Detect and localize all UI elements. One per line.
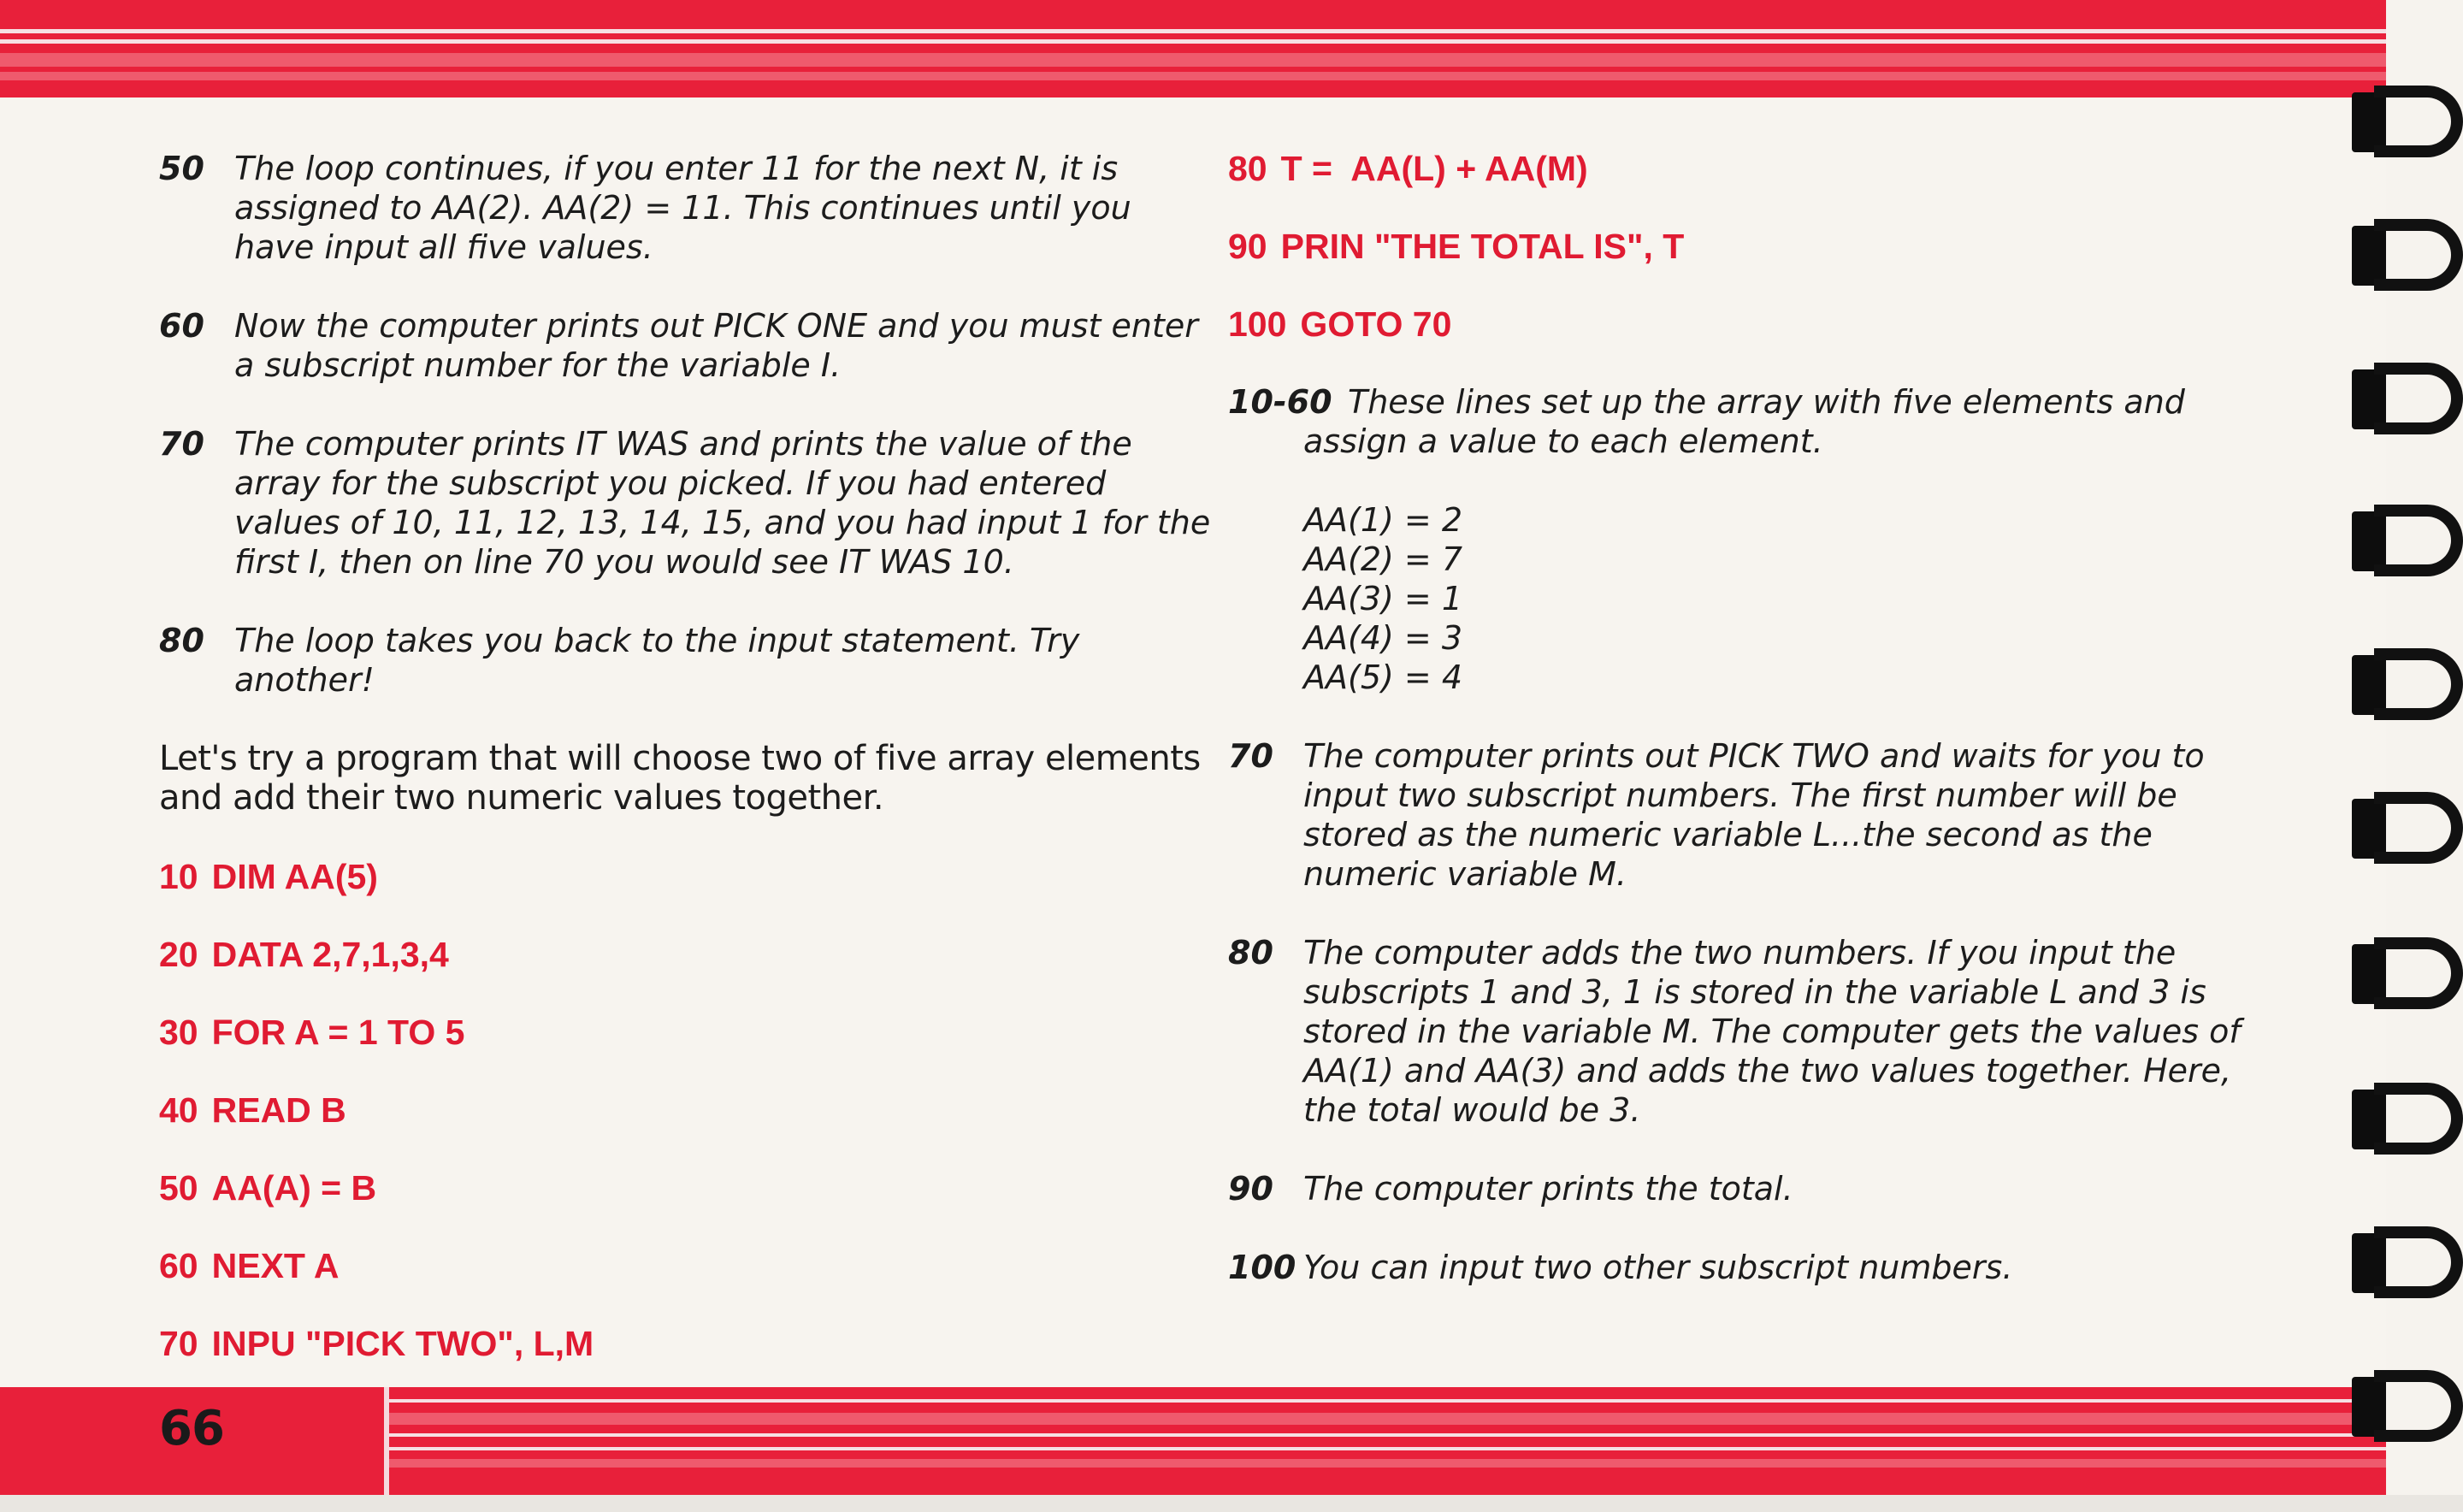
page-edge <box>0 1495 2463 1512</box>
intro-paragraph: Let's try a program that will choose two of five array elements and add their two numeric values together. <box>159 739 1201 818</box>
array-values <box>1228 500 2271 697</box>
footer-pink-stripe <box>389 1413 2386 1425</box>
explanation-text: The computer prints out PICK TWO and waits for you to input two subscript numbers. The first number will be stored as the numeric variable L...the second as the numeric variable M. <box>1303 737 2205 893</box>
code-statement: T = AA(L) + AA(M) <box>1280 149 1588 188</box>
explanation-10-60 <box>1228 382 2271 461</box>
header-band <box>0 0 2386 97</box>
footer-stripe <box>389 1399 2386 1403</box>
code-line <box>159 1168 1220 1208</box>
code-line-number: 30 <box>159 1013 198 1052</box>
explanation-70 <box>159 424 1220 582</box>
binding-ring-icon <box>2352 80 2463 162</box>
line-range: 10-60 <box>1228 383 1332 421</box>
array-value: AA(2) = 7 <box>1303 540 1462 578</box>
explanation-text: The computer prints the total. <box>1303 1170 1793 1208</box>
code-statement: DATA 2,7,1,3,4 <box>211 935 449 974</box>
binding-ring-icon <box>2352 1078 2463 1160</box>
right-column <box>1228 149 2271 1326</box>
code-line-number: 80 <box>1228 149 1267 188</box>
binding-ring-icon <box>2352 1221 2463 1303</box>
code-line-number: 100 <box>1228 304 1287 344</box>
code-statement: NEXT A <box>211 1246 340 1285</box>
header-stripe <box>0 39 2386 44</box>
footer-pink-stripe <box>389 1459 2386 1468</box>
line-number: 80 <box>159 622 204 659</box>
explanation-70 <box>1228 736 2271 894</box>
left-column <box>159 149 1220 1402</box>
code-line <box>159 1246 1220 1285</box>
footer-divider <box>384 1387 389 1495</box>
code-line <box>1228 149 2271 188</box>
code-line <box>1228 227 2271 266</box>
code-line-number: 50 <box>159 1168 198 1208</box>
line-number: 90 <box>1228 1170 1273 1208</box>
binding-ring-icon <box>2352 499 2463 582</box>
spiral-binding <box>2335 0 2463 1512</box>
code-line <box>1228 304 2271 344</box>
footer-band <box>0 1387 2386 1495</box>
code-line-number: 40 <box>159 1090 198 1130</box>
code-statement: READ B <box>211 1090 346 1130</box>
explanation-text: The loop continues, if you enter 11 for the next N, it is assigned to AA(2). AA(2) = 11. This continues until you have input all five values. <box>234 150 1131 266</box>
explanation-80 <box>159 621 1220 700</box>
code-line <box>159 1013 1220 1052</box>
code-line <box>159 1090 1220 1130</box>
footer-stripe <box>389 1433 2386 1437</box>
code-statement: INPU "PICK TWO", L,M <box>211 1324 594 1363</box>
code-line-number: 60 <box>159 1246 198 1285</box>
line-number: 100 <box>1228 1249 1296 1286</box>
array-value: AA(5) = 4 <box>1303 659 1462 696</box>
line-number: 70 <box>159 425 204 463</box>
binding-ring-icon <box>2352 357 2463 440</box>
code-statement: AA(A) = B <box>211 1168 377 1208</box>
code-line-number: 70 <box>159 1324 198 1363</box>
explanation-text: The computer prints IT WAS and prints the value of the array for the subscript you picked. If you had entered values of 10, 11, 12, 13, 14, 15, and you had input 1 for the first I, then on line 70 you would see IT WAS 10. <box>234 425 1211 581</box>
code-line <box>159 1324 1220 1363</box>
header-pink-stripe <box>0 53 2386 67</box>
code-line-number: 90 <box>1228 227 1267 266</box>
page-number: 66 <box>159 1401 224 1456</box>
line-number: 70 <box>1228 737 1273 775</box>
code-statement: FOR A = 1 TO 5 <box>211 1013 465 1052</box>
code-line <box>159 857 1220 896</box>
explanation-text: These lines set up the array with five elements and assign a value to each element. <box>1303 383 2185 460</box>
code-statement: GOTO 70 <box>1300 304 1452 344</box>
explanation-text: Now the computer prints out PICK ONE and you must enter a subscript number for the variable I. <box>234 307 1198 384</box>
footer-stripe <box>389 1447 2386 1450</box>
explanation-80 <box>1228 933 2271 1130</box>
code-statement: PRIN "THE TOTAL IS", T <box>1280 227 1685 266</box>
header-pink-stripe <box>0 72 2386 80</box>
array-value: AA(4) = 3 <box>1303 619 1462 657</box>
line-number: 80 <box>1228 934 1273 972</box>
explanation-text: The computer adds the two numbers. If you input the subscripts 1 and 3, 1 is stored in the variable L and 3 is stored in the variable M. The computer gets the values of AA(1) and AA(3) and adds the two values together. Here, the total would be 3. <box>1303 934 2241 1129</box>
header-stripe <box>0 29 2386 33</box>
line-number: 50 <box>159 150 204 187</box>
binding-ring-icon <box>2352 932 2463 1014</box>
explanation-90 <box>1228 1169 2271 1208</box>
line-number: 60 <box>159 307 204 345</box>
code-line-number: 10 <box>159 857 198 896</box>
binding-ring-icon <box>2352 1365 2463 1447</box>
explanation-100 <box>1228 1248 2271 1287</box>
code-statement: DIM AA(5) <box>211 857 378 896</box>
explanation-60 <box>159 306 1220 385</box>
code-line <box>159 935 1220 974</box>
binding-ring-icon <box>2352 787 2463 869</box>
explanation-text: The loop takes you back to the input statement. Try another! <box>234 622 1080 699</box>
explanation-50 <box>159 149 1220 267</box>
explanation-text: You can input two other subscript numbers. <box>1303 1249 2013 1286</box>
code-line-number: 20 <box>159 935 198 974</box>
binding-ring-icon <box>2352 214 2463 296</box>
array-value: AA(3) = 1 <box>1303 580 1462 617</box>
array-value: AA(1) = 2 <box>1303 501 1462 539</box>
binding-ring-icon <box>2352 643 2463 725</box>
